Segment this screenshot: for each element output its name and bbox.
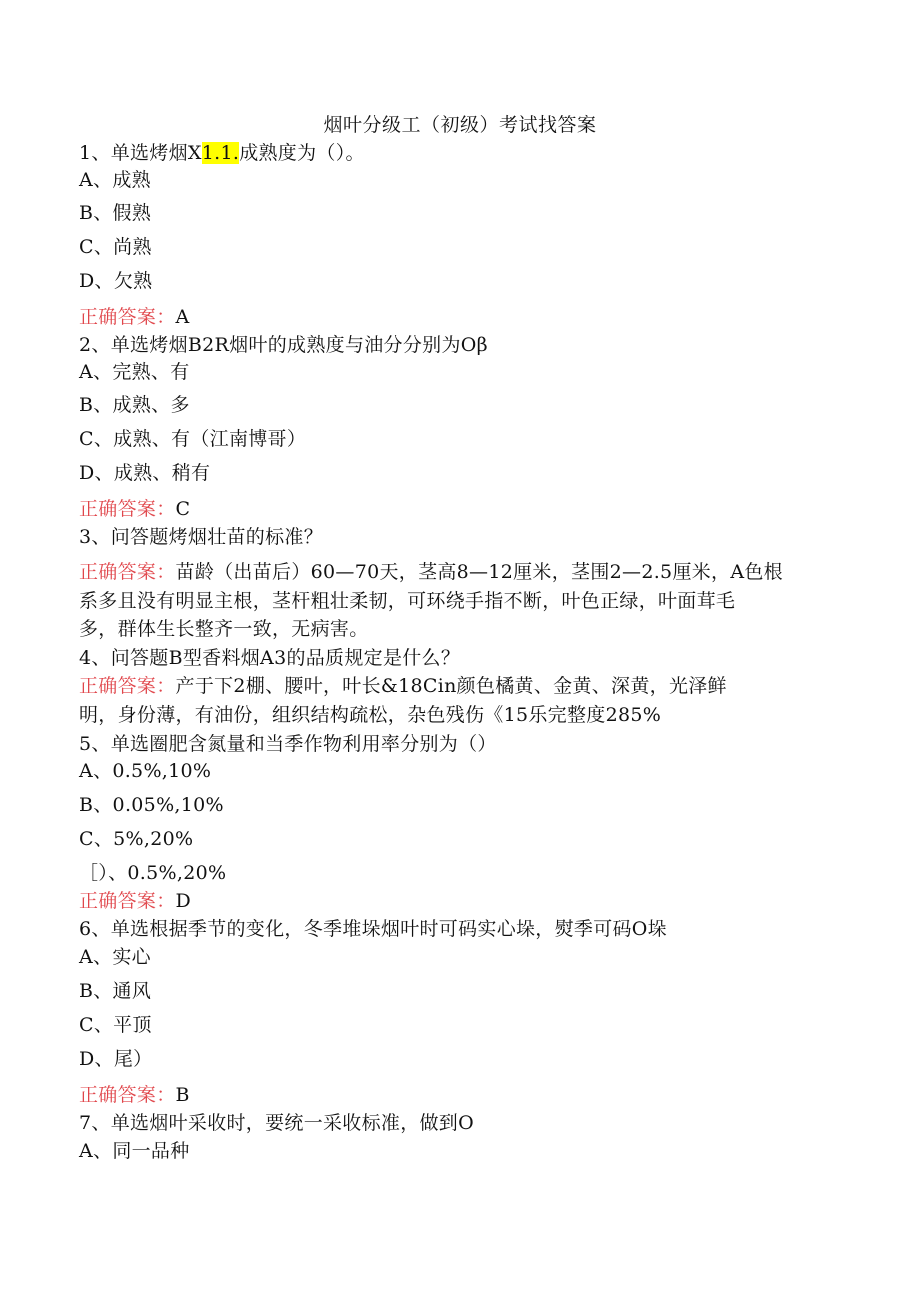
q1-option-a: A、成熟 [79, 169, 151, 191]
q2-option-c: C、成熟、有（江南博哥） [79, 428, 307, 450]
q5-answer-value: D [175, 890, 192, 912]
q1-option-c: C、尚熟 [79, 236, 152, 258]
q7-option-a: A、同一品种 [79, 1140, 190, 1162]
q5-option-c: C、5%,20% [79, 828, 194, 850]
q3-stem: 3、问答题烤烟壮苗的标准？ [79, 526, 323, 548]
q2-option-b: B、成熟、多 [79, 394, 190, 416]
q2-answer [79, 496, 190, 522]
q6-option-c: C、平顶 [79, 1014, 152, 1036]
q4-stem: 4、问答题B型香料烟A3的品质规定是什么？ [79, 647, 461, 669]
q2-option-a: A、完熟、有 [79, 361, 190, 383]
q1-stem [79, 140, 365, 166]
q7-stem: 7、单选烟叶采收时，要统一采收标准，做到O [79, 1112, 474, 1134]
q5-option-b: B、0.05%,10% [79, 794, 224, 816]
answer-label: 正确答案： [79, 675, 176, 697]
q2-option-d: D、成熟、稍有 [79, 462, 211, 484]
q3-answer-line-1 [79, 559, 783, 585]
answer-label: 正确答案： [79, 1084, 176, 1106]
document-title: 烟叶分级工（初级）考试找答案 [323, 114, 597, 136]
q1-option-b: B、假熟 [79, 202, 152, 224]
q6-option-a: A、实心 [79, 946, 151, 968]
q4-answer-line-1 [79, 673, 727, 699]
q1-answer [79, 304, 190, 330]
q4-answer-line-2: 明，身份薄，有油份，组织结构疏松，杂色残伤《15乐完整度285% [79, 704, 662, 726]
q3-answer-line-3: 多，群体生长整齐一致，无病害。 [79, 618, 369, 640]
q1-stem-highlight: 1.1. [201, 142, 240, 164]
q2-answer-value: C [175, 498, 191, 520]
q3-answer-text-1: 苗龄（出苗后）60—70天，茎高8—12厘米，茎围2—2.5厘米，A色根 [175, 561, 783, 583]
q2-stem: 2、单选烤烟B2R烟叶的成熟度与油分分别为Oβ [79, 334, 488, 356]
q6-answer-value: B [175, 1084, 190, 1106]
answer-label: 正确答案： [79, 306, 176, 328]
q1-stem-post: 成熟度为（）。 [239, 142, 365, 164]
q5-option-a: A、0.5%,10% [79, 760, 212, 782]
q6-option-b: B、通风 [79, 980, 152, 1002]
q3-answer-line-2: 系多且没有明显主根，茎杆粗壮柔韧，可环绕手指不断，叶色正绿，叶面茸毛 [79, 590, 736, 612]
q1-option-d: D、欠熟 [79, 270, 153, 292]
q5-option-d: ［）、0.5%,20% [79, 862, 227, 884]
answer-label: 正确答案： [79, 498, 176, 520]
q4-answer-text-1: 产于下2棚、腰叶，叶长&18Cin颜色橘黄、金黄、深黄，光泽鲜 [175, 675, 727, 697]
q1-answer-value: A [175, 306, 190, 328]
q6-answer [79, 1082, 190, 1108]
answer-label: 正确答案： [79, 561, 176, 583]
q5-answer [79, 888, 191, 914]
answer-label: 正确答案： [79, 890, 176, 912]
q5-stem: 5、单选圈肥含氮量和当季作物利用率分别为（） [79, 733, 497, 755]
q6-option-d: D、尾） [79, 1048, 153, 1070]
q1-stem-pre: 1、单选烤烟X [79, 142, 202, 164]
q6-stem: 6、单选根据季节的变化，冬季堆垛烟叶时可码实心垛，熨季可码O垛 [79, 918, 667, 940]
